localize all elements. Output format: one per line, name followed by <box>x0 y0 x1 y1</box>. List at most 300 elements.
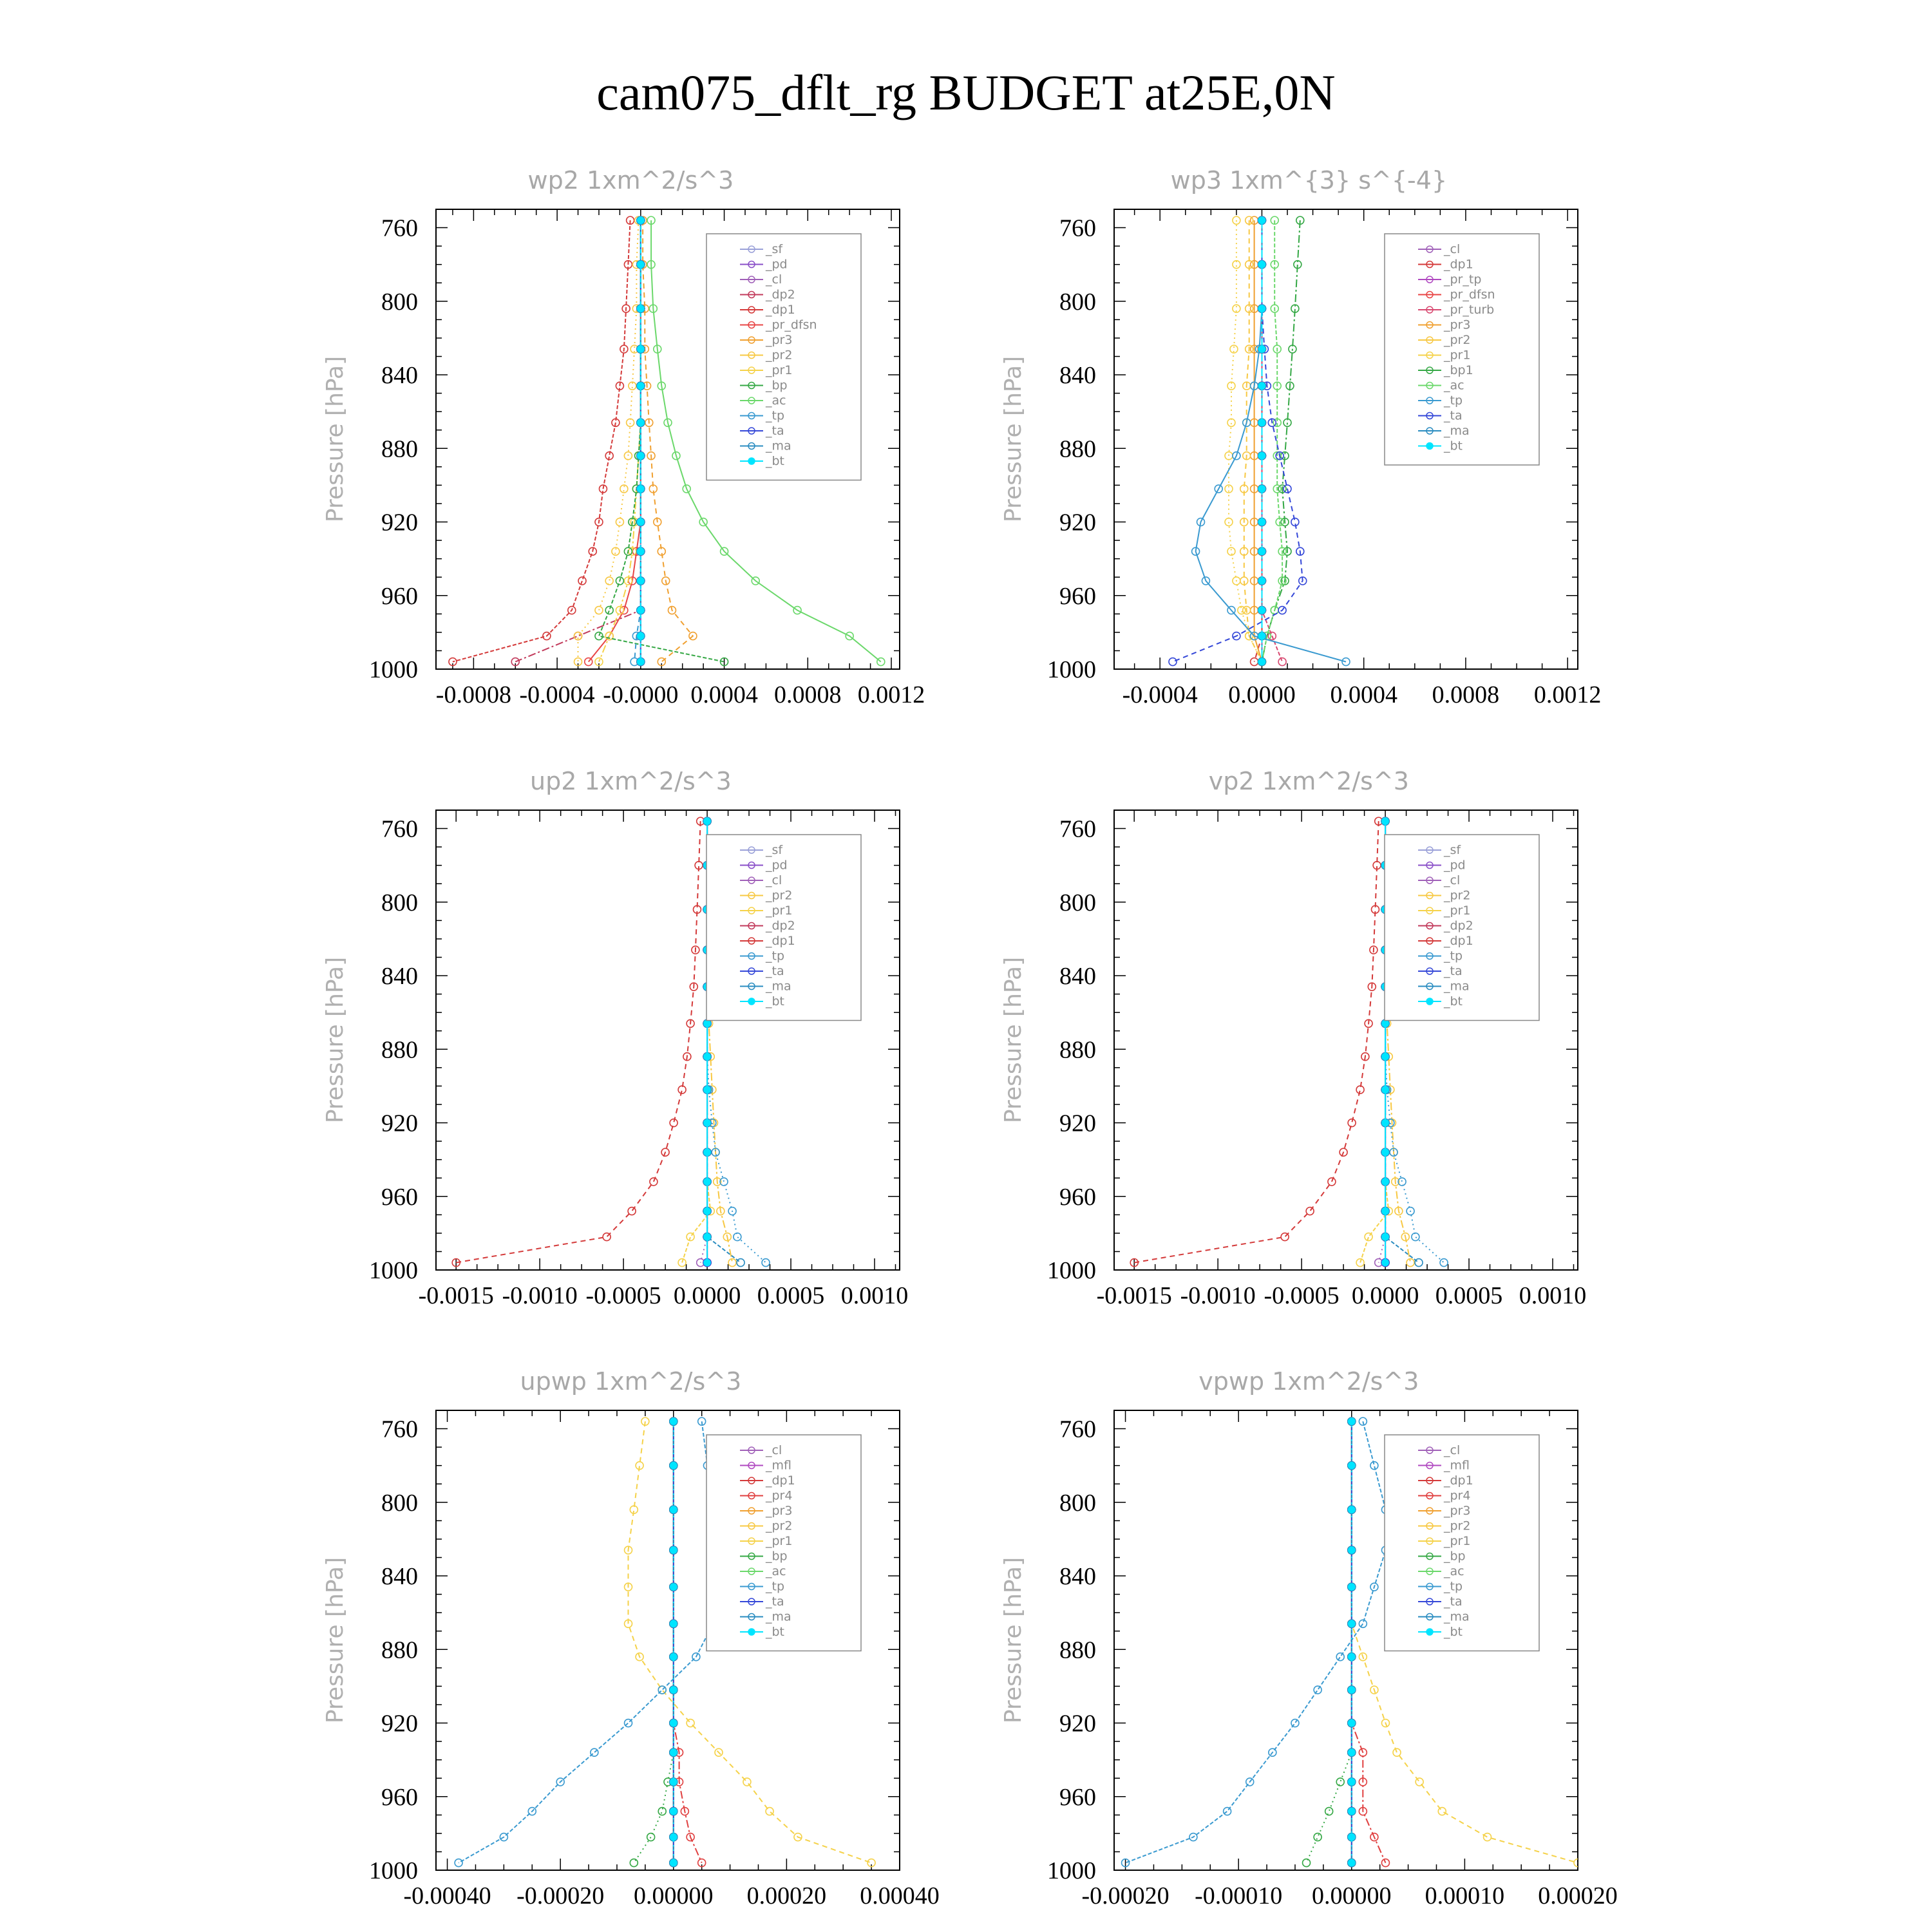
x-tick-label: 0.00040 <box>860 1882 940 1909</box>
y-tick-label: 920 <box>1059 1110 1096 1137</box>
data-point <box>638 659 644 665</box>
data-point <box>1325 1808 1333 1815</box>
legend-entry: _ac <box>766 1564 786 1578</box>
y-tick-label: 760 <box>1059 815 1096 843</box>
legend-entry: _pr_dfsn <box>1444 287 1495 302</box>
data-point <box>670 1654 677 1660</box>
legend-entry: _mfl <box>766 1458 791 1473</box>
legend-entry: _bp <box>766 1549 788 1564</box>
data-point <box>1169 658 1177 666</box>
data-point <box>628 1208 636 1215</box>
x-tick-label: 0.0005 <box>1435 1282 1503 1309</box>
x-tick-label: 0.0012 <box>857 681 925 708</box>
series-line-pr3 <box>643 220 693 662</box>
legend-marker <box>1426 443 1433 450</box>
data-point <box>704 1086 710 1093</box>
x-tick-label: -0.00010 <box>1195 1882 1283 1909</box>
y-tick-label: 800 <box>381 1489 418 1517</box>
data-point <box>670 1860 677 1866</box>
data-point <box>591 1748 598 1756</box>
data-point <box>670 1418 677 1425</box>
data-point <box>1336 1653 1344 1661</box>
legend-entry: _bt <box>1444 1625 1463 1639</box>
legend-entry: _pr2 <box>766 888 793 903</box>
legend-entry: _ta <box>1444 408 1463 423</box>
legend-entry: _pd <box>766 257 788 272</box>
data-point <box>704 1149 710 1155</box>
data-point <box>605 607 613 614</box>
legend-entry: _sf <box>766 843 783 857</box>
y-axis-label: Pressure [hPa] <box>322 1557 348 1724</box>
series-line-bp1 <box>1262 220 1300 662</box>
legend-entry: _pd <box>766 858 788 873</box>
y-tick-label: 800 <box>381 288 418 316</box>
data-point <box>1349 1687 1355 1693</box>
y-axis-label: Pressure [hPa] <box>1000 956 1027 1124</box>
legend-entry: _sf <box>766 242 783 256</box>
y-tick-label: 1000 <box>1047 656 1096 683</box>
legend-entry: _dp1 <box>1444 1473 1473 1488</box>
y-axis-label: Pressure [hPa] <box>322 355 348 523</box>
series-line-ta <box>1173 220 1303 662</box>
data-point <box>1281 1233 1289 1241</box>
y-tick-label: 880 <box>381 1036 418 1064</box>
data-point <box>1224 1808 1231 1815</box>
legend-entry: _mfl <box>1444 1458 1470 1473</box>
data-point <box>1258 453 1265 459</box>
data-point <box>670 1808 677 1815</box>
data-point <box>1349 1860 1355 1866</box>
data-point <box>638 633 644 639</box>
x-tick-label: -0.0008 <box>435 681 511 708</box>
y-tick-label: 1000 <box>1047 1257 1096 1284</box>
y-tick-label: 960 <box>381 1783 418 1811</box>
data-point <box>678 1086 686 1094</box>
x-tick-label: 0.00010 <box>1425 1882 1505 1909</box>
x-tick-label: -0.0010 <box>1180 1282 1256 1309</box>
series-line-tp <box>1126 1421 1386 1863</box>
series-line-tp <box>459 1421 719 1863</box>
legend-entry: _pr4 <box>766 1488 793 1503</box>
legend-marker <box>748 998 755 1005</box>
legend-entry: _sf <box>1444 843 1461 857</box>
legend-entry: _cl <box>766 1443 782 1457</box>
legend-entry: _pr1 <box>1444 348 1471 363</box>
data-point <box>1225 518 1233 526</box>
figure-title: cam075_dflt_rg BUDGET at25E,0N <box>596 64 1336 120</box>
data-point <box>687 1233 694 1241</box>
data-point <box>1349 1463 1355 1469</box>
data-point <box>638 578 644 584</box>
legend-entry: _pr4 <box>1444 1488 1471 1503</box>
data-point <box>1438 1808 1446 1815</box>
legend-entry: _pr1 <box>1444 904 1471 918</box>
data-point <box>670 1506 677 1513</box>
data-point <box>766 1808 773 1815</box>
data-point <box>1349 1749 1355 1756</box>
legend-entry: _cl <box>1444 1443 1461 1457</box>
data-point <box>638 217 644 223</box>
legend-entry: _pr1 <box>766 1534 793 1548</box>
data-point <box>1382 1208 1388 1215</box>
data-point <box>670 1687 677 1693</box>
data-point <box>1278 658 1286 666</box>
legend-entry: _bt <box>1444 439 1463 453</box>
data-point <box>1382 1120 1388 1126</box>
y-tick-label: 1000 <box>369 1857 418 1884</box>
panel-title: upwp 1xm^2/s^3 <box>520 1367 742 1396</box>
legend-entry: _ma <box>1444 424 1470 438</box>
y-tick-label: 920 <box>1059 509 1096 536</box>
data-point <box>1349 1720 1355 1727</box>
y-tick-label: 760 <box>1059 214 1096 242</box>
legend-entry: _bp1 <box>1444 363 1473 377</box>
series-line-pr1 <box>1229 220 1262 662</box>
data-point <box>1258 607 1265 614</box>
legend-entry: _cl <box>766 873 782 887</box>
chart-panel-5 <box>322 1367 940 1909</box>
data-point <box>1416 1778 1423 1786</box>
data-point <box>1359 1620 1367 1627</box>
data-point <box>670 1720 677 1727</box>
legend-entry: _ta <box>766 1595 784 1609</box>
legend-entry: _ac <box>1444 378 1464 393</box>
series-line-pr3 <box>1255 220 1262 662</box>
y-tick-label: 840 <box>381 362 418 390</box>
data-point <box>670 1749 677 1756</box>
legend-entry: _dp1 <box>1444 257 1473 272</box>
data-point <box>1258 633 1265 639</box>
data-point <box>585 658 592 666</box>
legend-entry: _dp2 <box>1444 918 1473 933</box>
y-tick-label: 920 <box>381 1110 418 1137</box>
legend-entry: _ma <box>766 439 791 453</box>
data-point <box>704 818 710 824</box>
data-point <box>603 1233 611 1241</box>
series-line-dp1 <box>456 821 700 1263</box>
data-point <box>638 548 644 554</box>
data-point <box>1258 383 1265 389</box>
x-tick-label: -0.0010 <box>502 1282 578 1309</box>
y-tick-label: 800 <box>381 889 418 916</box>
y-tick-label: 760 <box>381 1416 418 1443</box>
legend-entry: _pr_dfsn <box>766 317 817 332</box>
legend-entry: _pr2 <box>1444 888 1471 903</box>
data-point <box>1349 1654 1355 1660</box>
data-point <box>704 1054 710 1060</box>
data-point <box>1227 419 1235 426</box>
data-point <box>704 1234 710 1240</box>
data-point <box>1306 1208 1314 1215</box>
data-point <box>624 452 632 460</box>
data-point <box>647 1833 655 1841</box>
y-tick-label: 880 <box>1059 1636 1096 1664</box>
data-point <box>630 1859 638 1867</box>
x-tick-label: 0.0012 <box>1533 681 1602 708</box>
data-point <box>638 261 644 268</box>
chart-panel-3 <box>322 767 908 1309</box>
x-tick-label: 0.00020 <box>1538 1882 1618 1909</box>
series-line-pr4 <box>674 1421 702 1863</box>
legend-entry: _tp <box>1444 393 1463 408</box>
y-tick-label: 1000 <box>1047 1857 1096 1884</box>
data-point <box>670 1779 677 1785</box>
panel-title: wp3 1xm^{3} s^{-4} <box>1170 166 1448 194</box>
data-point <box>595 607 603 614</box>
y-tick-label: 960 <box>1059 1783 1096 1811</box>
y-tick-label: 960 <box>1059 582 1096 610</box>
panel-title: vp2 1xm^2/s^3 <box>1208 767 1409 795</box>
chart-panel-4 <box>1000 767 1586 1309</box>
legend-entry: _pd <box>1444 858 1466 873</box>
y-tick-label: 880 <box>381 1636 418 1664</box>
x-tick-label: -0.0000 <box>603 681 679 708</box>
data-point <box>1314 1833 1321 1841</box>
data-point <box>1382 1149 1388 1155</box>
y-tick-label: 920 <box>381 1710 418 1738</box>
y-tick-label: 760 <box>1059 1416 1096 1443</box>
legend-entry: _bp <box>766 378 788 393</box>
legend-entry: _ma <box>1444 979 1470 994</box>
legend-entry: _bt <box>766 1625 785 1639</box>
legend-entry: _cl <box>1444 873 1461 887</box>
data-point <box>1258 519 1265 526</box>
y-tick-label: 880 <box>1059 1036 1096 1064</box>
series-line-bp <box>599 220 724 662</box>
legend-entry: _bp <box>1444 1549 1466 1564</box>
x-tick-label: 0.0005 <box>757 1282 825 1309</box>
data-point <box>1258 548 1265 554</box>
panel-title: up2 1xm^2/s^3 <box>530 767 732 795</box>
data-point <box>1328 1178 1336 1186</box>
data-point <box>638 346 644 352</box>
legend-entry: _tp <box>1444 1579 1463 1594</box>
data-point <box>670 1620 677 1627</box>
legend-entry: _ma <box>766 1609 791 1624</box>
series-line-bp <box>1307 1421 1352 1863</box>
series-line-tp <box>1196 220 1346 662</box>
data-point <box>670 1547 677 1553</box>
data-point <box>1349 1620 1355 1627</box>
data-point <box>1349 1547 1355 1553</box>
legend-entry: _bt <box>766 454 785 468</box>
x-tick-label: -0.00020 <box>516 1882 605 1909</box>
legend-entry: _pr_tp <box>1444 272 1482 287</box>
legend-entry: _tp <box>1444 949 1463 963</box>
y-axis-label: Pressure [hPa] <box>1000 1557 1027 1724</box>
y-tick-label: 760 <box>381 214 418 242</box>
legend-marker <box>748 1629 755 1635</box>
series-line-pr2 <box>1244 220 1262 662</box>
data-point <box>658 1686 666 1694</box>
data-point <box>1349 1506 1355 1513</box>
y-tick-label: 760 <box>381 815 418 843</box>
y-axis-label: Pressure [hPa] <box>1000 355 1027 523</box>
data-point <box>670 1834 677 1841</box>
legend-marker <box>1426 998 1433 1005</box>
data-point <box>1370 1462 1378 1470</box>
y-tick-label: 1000 <box>369 1257 418 1284</box>
data-point <box>1349 1418 1355 1425</box>
legend-entry: _pr1 <box>766 363 793 377</box>
data-point <box>638 486 644 492</box>
data-point <box>1258 305 1265 312</box>
legend-entry: _pr2 <box>766 348 793 363</box>
data-point <box>638 519 644 526</box>
y-tick-label: 960 <box>1059 1183 1096 1211</box>
data-point <box>1382 1234 1388 1240</box>
y-tick-label: 920 <box>1059 1710 1096 1738</box>
x-tick-label: 0.0010 <box>840 1282 909 1309</box>
data-point <box>704 1120 710 1126</box>
legend-marker <box>748 458 755 464</box>
data-point <box>734 1233 741 1241</box>
data-point <box>1484 1833 1492 1841</box>
data-point <box>627 419 634 426</box>
y-tick-label: 920 <box>381 509 418 536</box>
data-point <box>1258 419 1265 426</box>
y-tick-label: 840 <box>1059 963 1096 990</box>
x-tick-label: 0.0008 <box>1432 681 1500 708</box>
x-tick-label: -0.00040 <box>403 1882 491 1909</box>
series-group <box>1169 216 1350 665</box>
legend-entry: _ac <box>766 393 786 408</box>
legend-entry: _pr3 <box>766 333 793 347</box>
data-point <box>704 1208 710 1215</box>
legend-marker <box>1426 1629 1433 1635</box>
y-tick-label: 840 <box>1059 1563 1096 1591</box>
data-point <box>1382 818 1388 824</box>
data-point <box>1440 1259 1448 1267</box>
data-point <box>1258 346 1265 352</box>
data-point <box>704 1179 710 1185</box>
data-point <box>1225 452 1233 460</box>
data-point <box>1258 261 1265 268</box>
data-point <box>1382 1054 1388 1060</box>
legend-entry: _ta <box>1444 1595 1463 1609</box>
series-line-dp1 <box>453 220 630 662</box>
y-tick-label: 880 <box>381 435 418 463</box>
data-point <box>1258 659 1265 665</box>
data-point <box>1349 1779 1355 1785</box>
legend-entry: _tp <box>766 949 785 963</box>
data-point <box>670 1119 677 1127</box>
legend-entry: _pr2 <box>766 1519 793 1533</box>
data-point <box>1382 1020 1388 1027</box>
x-tick-label: 0.00000 <box>634 1882 714 1909</box>
data-point <box>1382 1260 1388 1266</box>
y-axis-label: Pressure [hPa] <box>322 956 348 1124</box>
data-point <box>743 1778 751 1786</box>
legend-entry: _ta <box>766 964 784 978</box>
x-tick-label: -0.0015 <box>418 1282 494 1309</box>
legend-entry: _tp <box>766 408 785 423</box>
data-point <box>1258 486 1265 492</box>
y-tick-label: 880 <box>1059 435 1096 463</box>
data-point <box>650 1178 658 1186</box>
data-point <box>638 305 644 312</box>
y-tick-label: 840 <box>381 963 418 990</box>
legend-entry: _ma <box>1444 1609 1470 1624</box>
data-point <box>578 577 586 585</box>
data-point <box>638 607 644 614</box>
legend-entry: _cl <box>766 272 782 287</box>
data-point <box>638 419 644 426</box>
x-tick-label: -0.00020 <box>1081 1882 1170 1909</box>
legend-entry: _cl <box>1444 242 1461 256</box>
x-tick-label: -0.0004 <box>519 681 595 708</box>
legend-entry: _ta <box>766 424 784 438</box>
legend-entry: _pr_turb <box>1444 303 1495 317</box>
legend-entry: _ta <box>1444 964 1463 978</box>
legend-entry: _dp1 <box>766 303 795 317</box>
data-point <box>625 1719 632 1727</box>
series-line-dp1 <box>1255 220 1262 662</box>
data-point <box>1258 578 1265 584</box>
chart-panel-2 <box>1000 166 1601 708</box>
data-point <box>1412 1233 1419 1241</box>
legend-entry: _pr3 <box>1444 317 1471 332</box>
series-line-dp1 <box>1134 821 1379 1263</box>
data-point <box>1349 1834 1355 1841</box>
data-point <box>1349 1584 1355 1590</box>
legend-entry: _dp2 <box>766 918 795 933</box>
legend-entry: _bt <box>766 994 785 1009</box>
legend-entry: _pr1 <box>766 904 793 918</box>
data-point <box>762 1259 770 1267</box>
legend-entry: _dp1 <box>766 1473 795 1488</box>
x-tick-label: 0.0010 <box>1519 1282 1587 1309</box>
panels <box>322 166 1618 1909</box>
data-point <box>1365 1233 1372 1241</box>
legend-entry: _pr3 <box>766 1504 793 1518</box>
legend-entry: _pr2 <box>1444 1519 1471 1533</box>
y-tick-label: 1000 <box>369 656 418 683</box>
x-tick-label: 0.0000 <box>1351 1282 1419 1309</box>
panel-title: wp2 1xm^2/s^3 <box>527 166 734 194</box>
x-tick-label: -0.0005 <box>1264 1282 1340 1309</box>
legend-entry: _dp2 <box>766 287 795 302</box>
data-point <box>1382 1086 1388 1093</box>
x-tick-label: 0.00000 <box>1312 1882 1392 1909</box>
data-point <box>1314 1686 1321 1694</box>
series-line-bp <box>634 1421 674 1863</box>
y-tick-label: 960 <box>381 582 418 610</box>
data-point <box>670 1463 677 1469</box>
legend-entry: _bt <box>1444 994 1463 1009</box>
y-tick-label: 800 <box>1059 889 1096 916</box>
data-point <box>704 1260 710 1266</box>
x-tick-label: 0.0004 <box>1330 681 1397 708</box>
x-tick-label: 0.00020 <box>746 1882 827 1909</box>
x-tick-label: 0.0000 <box>1228 681 1296 708</box>
data-point <box>1336 1778 1344 1786</box>
y-tick-label: 800 <box>1059 1489 1096 1517</box>
x-tick-label: 0.0004 <box>690 681 758 708</box>
data-point <box>605 577 613 585</box>
data-point <box>1393 1748 1401 1756</box>
chart-panel-6 <box>1000 1367 1618 1909</box>
series-line-pr4 <box>1352 1421 1386 1863</box>
series-line-dp2 <box>515 220 641 662</box>
y-tick-label: 840 <box>1059 362 1096 390</box>
x-tick-label: -0.0015 <box>1096 1282 1172 1309</box>
legend-entry: _pr3 <box>1444 1504 1471 1518</box>
chart-panel-1 <box>322 166 925 708</box>
series-line-pr2 <box>578 220 639 662</box>
data-point <box>1382 1179 1388 1185</box>
data-point <box>687 1719 694 1727</box>
